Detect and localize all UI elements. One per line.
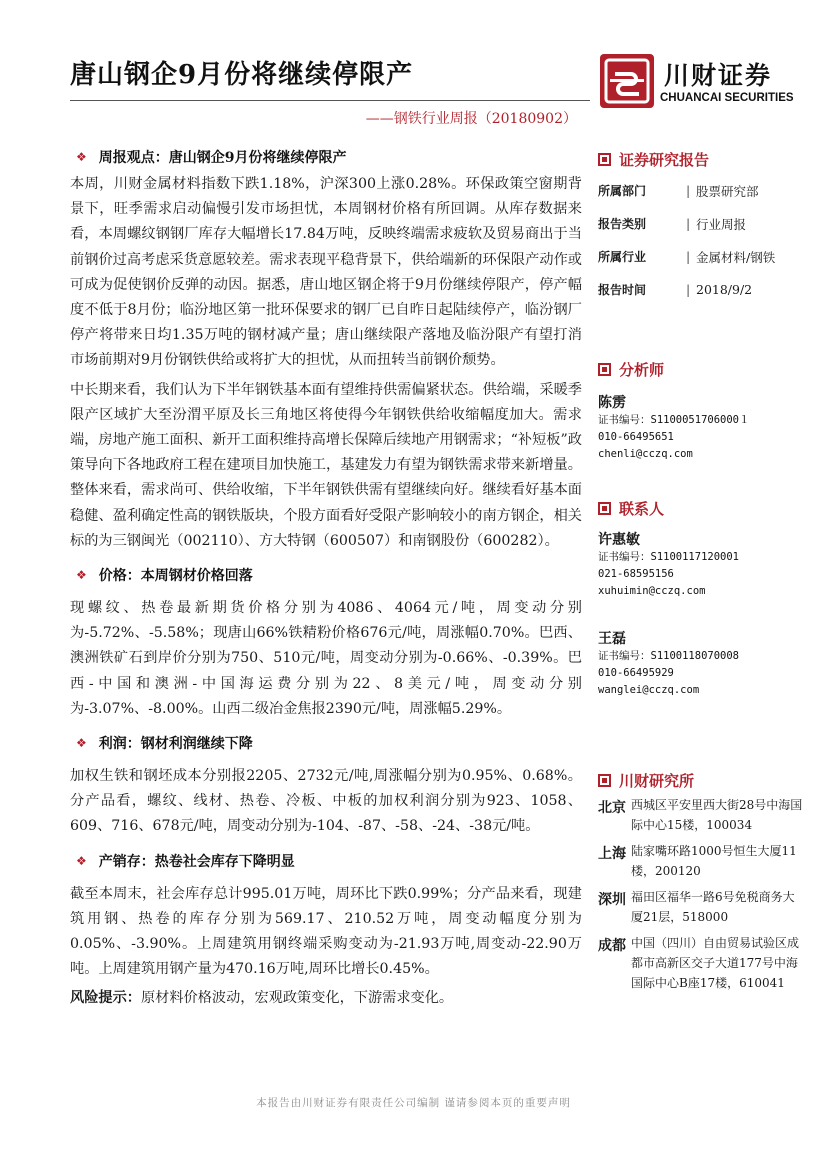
title-divider (70, 100, 590, 101)
report-subtitle: ——钢铁行业周报（20180902） (365, 111, 577, 127)
office-item (598, 795, 803, 835)
office-city: 上海 (598, 846, 626, 862)
person-cert: 证书编号：S1100117120001 (598, 551, 740, 563)
office-city: 深圳 (598, 892, 626, 908)
person-phone: 021-68595156 (598, 568, 674, 580)
diamond-bullet-icon: ❖ (76, 568, 87, 583)
meta-row: 所属部门 | 股票研究部 (598, 183, 759, 199)
logo-english-name: CHUANCAI SECURITIES (660, 92, 794, 104)
analyst-card (598, 392, 803, 463)
person-email[interactable]: xuhuimin@cczq.com (598, 585, 706, 597)
person-cert: 证书编号：S1100118070008 (598, 650, 740, 662)
paragraph: 中长期来看，我们认为下半年钢铁基本面有望维持供需偏紧状态。供给端，采暖季限产区域扩大至汾渭平原及长三角地区将使得今年钢铁供给收缩幅度加大。需求端，房地产施工面积、新开工面积维持高增长保障后续地产用钢需求；“补短板”政策导向下各地政府工程在建项目加快施工，基建发力有望为钢铁需求带来新增量。整体来看，需求尚可、供给收缩，下半年钢铁供需有望继续向好。继续看好基本面稳健、盈利确定性高的钢铁版块，个股方面看好受限产影响较小的南方钢企，相关标的为三钢闽光（002110）、方大特钢（600507）和南钢股份（600282）。 (70, 381, 582, 549)
risk-warning (70, 986, 582, 1011)
meta-row: 所属行业 | 金属材料/钢铁 (598, 249, 776, 265)
person-cert: 证书编号：S1100051706000１ (598, 414, 750, 426)
section-box-icon (598, 774, 611, 787)
office-list (598, 795, 803, 993)
person-name: 陈雳 (598, 395, 626, 411)
office-address: 陆家嘴环路1000号恒生大厦11楼，200120 (631, 844, 797, 878)
office-city: 成都 (598, 938, 626, 954)
office-item (598, 887, 803, 927)
analyst-heading: 分析师 (598, 358, 803, 380)
page-title: 唐山钢企9月份将继续停限产 (70, 60, 414, 90)
person-email[interactable]: chenli@cczq.com (598, 448, 693, 460)
person-phone: 010-66495651 (598, 431, 674, 443)
section-heading-inventory: ❖ 产销存：热卷社会库存下降明显 (76, 853, 295, 870)
contact-card (598, 628, 803, 699)
section-heading-profit: ❖ 利润：钢材利润继续下降 (76, 736, 253, 753)
paragraph: 本周，川财金属材料指数下跌1.18%，沪深300上涨0.28%。环保政策空窗期背景下，旺季需求启动偏慢引发市场担忧，本周钢材价格有所回调。从库存数据来看，本周螺纹钢钢厂库存大幅增长17.84万吨，反映终端需求疲软及贸易商出于当前钢价过高考虑采货意愿较差。需求表现平稳背景下，供给端新的环保限产动作或可成为促使钢价反弹的动因。据悉，唐山地区钢企将于9月份继续停限产，停产幅度不低于8月份；临汾地区第一批环保要求的钢厂已自昨日起陆续停产，临汾钢厂停产将带来日均1.35万吨的钢材减产量；唐山继续限产落地及临汾限产有望打消市场前期对9月份钢铁供给或将扩大的担忧，从而扭转当前钢价颓势。 (70, 176, 582, 369)
report-heading: 证券研究报告 (598, 148, 803, 170)
diamond-bullet-icon: ❖ (76, 150, 87, 164)
company-logo (600, 54, 800, 110)
report-meta (598, 174, 803, 306)
page-footer: 本报告由川财证券有限责任公司编制 谨请参阅本页的重要声明 (256, 1097, 571, 1109)
diamond-bullet-icon: ❖ (76, 736, 87, 751)
person-name: 许惠敏 (598, 532, 640, 548)
meta-row: 报告时间 | 2018/9/2 (598, 282, 753, 297)
institute-heading: 川财研究所 (598, 769, 803, 791)
section-heading-price: ❖ 价格：本周钢材价格回落 (76, 568, 253, 585)
person-name: 王磊 (598, 631, 626, 647)
section-box-icon (598, 363, 611, 376)
section-box-icon (598, 153, 611, 166)
office-address: 福田区福华一路6号免税商务大厦21层，518000 (631, 890, 795, 924)
risk-text: 原材料价格波动，宏观政策变化，下游需求变化。 (140, 990, 454, 1007)
risk-label: 风险提示： (70, 990, 141, 1007)
paragraph: 加权生铁和钢坯成本分别报2205、2732元/吨,周涨幅分别为0.95%、0.68%。分产品看，螺纹、线材、热卷、冷板、中板的加权利润分别为923、1058、609、716、678元/吨，周变动分别为-104、-87、-58、-24、-38元/吨。 (70, 768, 582, 835)
office-address: 中国（四川）自由贸易试验区成都市高新区交子大道177号中海国际中心B座17楼，610041 (631, 936, 800, 990)
meta-row: 报告类别 | 行业周报 (598, 216, 747, 232)
contact-heading: 联系人 (598, 497, 803, 519)
person-email[interactable]: wanglei@cczq.com (598, 684, 700, 696)
office-city: 北京 (598, 800, 626, 816)
section-box-icon (598, 502, 611, 515)
person-phone: 010-66495929 (598, 667, 674, 679)
diamond-bullet-icon: ❖ (76, 853, 87, 868)
office-address: 西城区平安里西大街28号中海国际中心15楼，100034 (631, 798, 803, 832)
contact-card (598, 529, 803, 600)
office-item (598, 841, 803, 881)
paragraph: 截至本周末，社会库存总计995.01万吨，周环比下跌0.99%；分产品来看，现建筑用钢、热卷的库存分别为569.17、210.52万吨，周变动幅度分别为0.05%、-3.90%。上周建筑用钢终端采购变动为-21.93万吨,周变动-22.90万吨。上周建筑用钢产量为470.16万吨,周环比增长0.45%。 (70, 885, 582, 978)
section-heading-view: ❖ 周报观点：唐山钢企9月份将继续停限产 (76, 150, 347, 166)
logo-chinese-name: 川财证券 (664, 61, 773, 90)
chuancai-logo-icon (600, 54, 654, 108)
sidebar (598, 148, 803, 993)
paragraph: 现螺纹、热卷最新期货价格分别为4086、4064元/吨，周变动分别为-5.72%、-5.58%；现唐山66%铁精粉价格676元/吨，周涨幅0.70%。巴西、澳洲铁矿石到岸价分别为750、510元/吨，周变动分别为-0.66%、-0.39%。巴西-中国和澳洲-中国海运费分别为22、8美元/吨，周变动分别为-3.07%、-8.00%。山西二级冶金焦报2390元/吨，周涨幅5.29%。 (70, 600, 582, 717)
office-item (598, 933, 803, 993)
main-content (70, 146, 582, 1012)
